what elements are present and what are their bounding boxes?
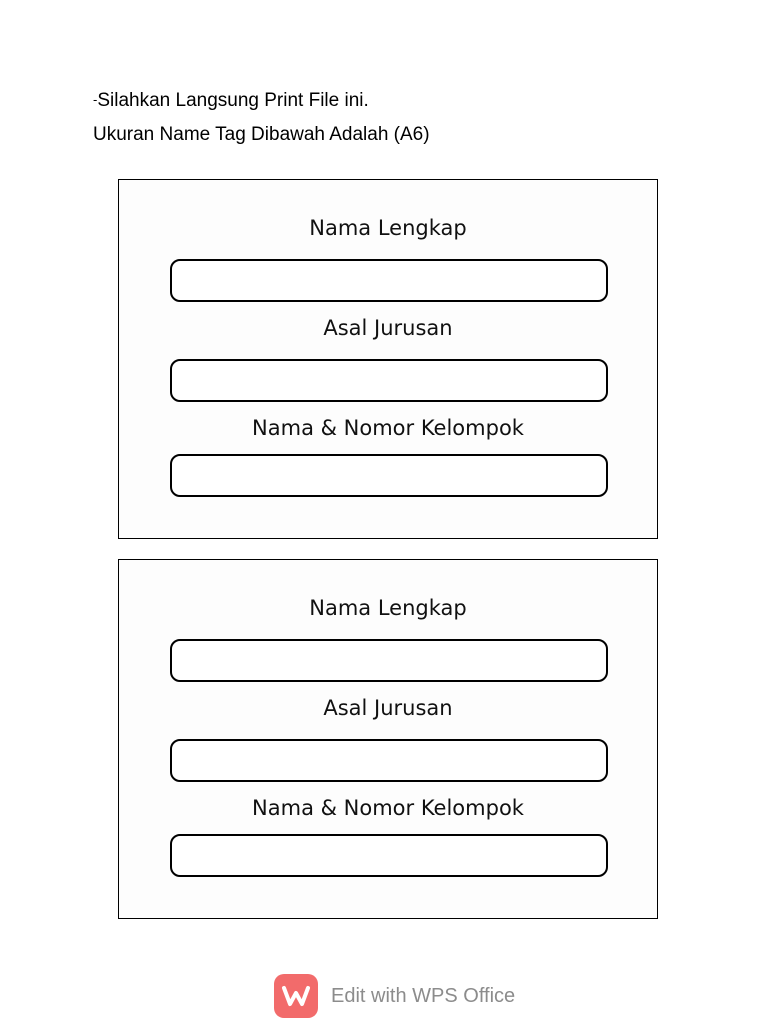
group-field[interactable] (170, 834, 608, 877)
full-name-label: Nama Lengkap (309, 596, 467, 620)
full-name-label: Nama Lengkap (309, 216, 467, 240)
wps-w-icon (274, 974, 318, 1018)
name-tag-card (118, 179, 658, 539)
instruction-print (93, 88, 369, 113)
major-field[interactable] (170, 359, 608, 402)
full-name-field[interactable] (170, 259, 608, 302)
wps-edit-badge[interactable] (274, 974, 515, 1018)
major-label: Asal Jurusan (323, 696, 453, 720)
major-label: Asal Jurusan (323, 316, 453, 340)
instruction-print-text: Silahkan Langsung Print File ini. (97, 90, 369, 111)
instruction-dash: - (93, 92, 98, 107)
group-label: Nama & Nomor Kelompok (252, 796, 524, 820)
full-name-field[interactable] (170, 639, 608, 682)
group-field[interactable] (170, 454, 608, 497)
name-tag-card (118, 559, 658, 919)
major-field[interactable] (170, 739, 608, 782)
group-label: Nama & Nomor Kelompok (252, 416, 524, 440)
instruction-size: Ukuran Name Tag Dibawah Adalah (A6) (93, 124, 430, 145)
wps-edit-label: Edit with WPS Office (331, 984, 516, 1007)
